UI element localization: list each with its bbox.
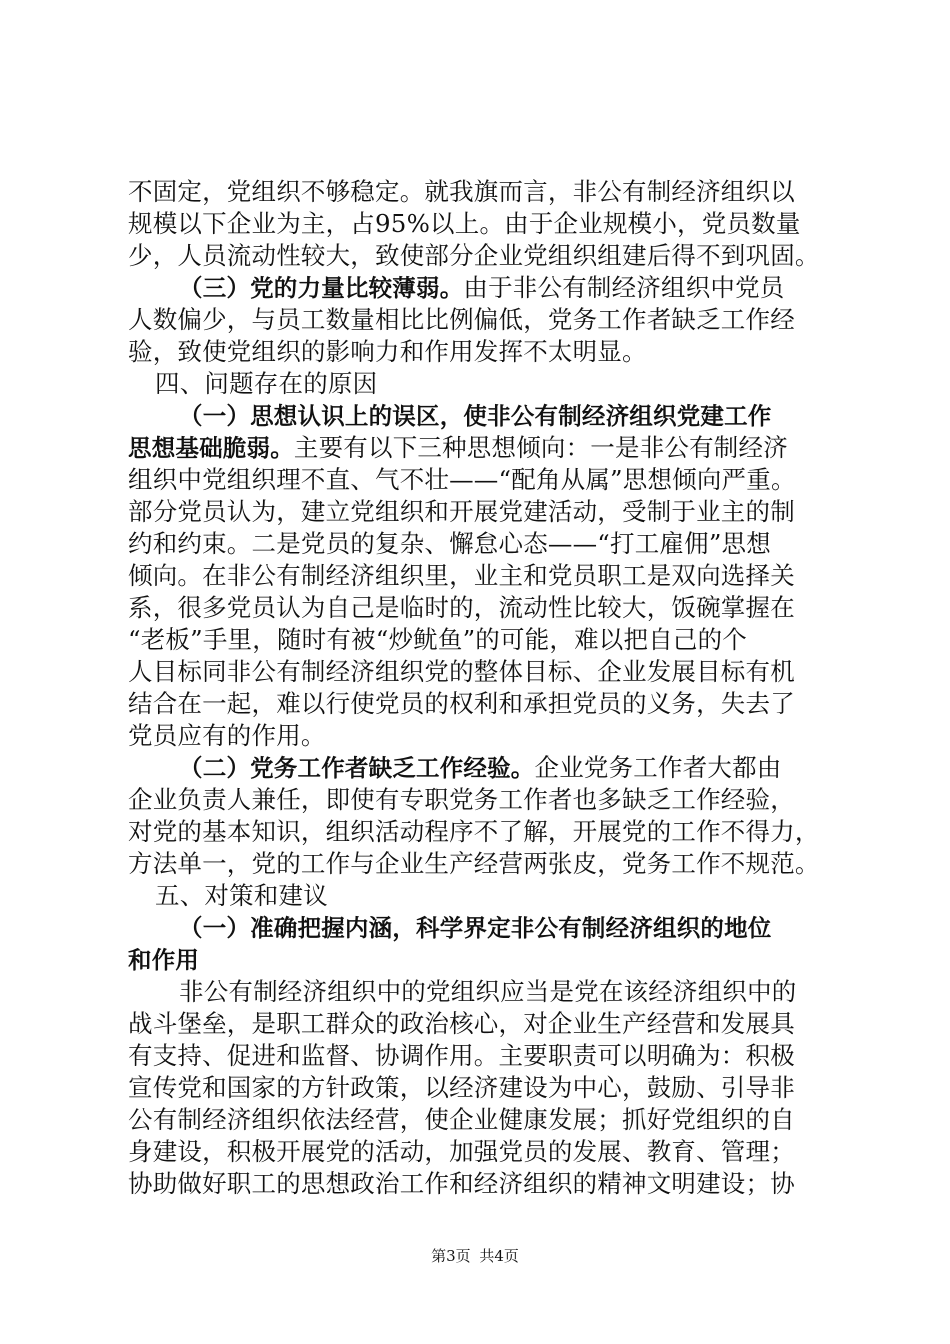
body-text: 规模以下企业为主，占95%以上。由于企业规模小，党员数量 bbox=[128, 209, 801, 238]
body-text: 部分党员认为，建立党组织和开展党建活动，受制于业主的制 bbox=[128, 497, 795, 526]
body-text: 企业负责人兼任，即使有专职党务工作者也多缺乏工作经验， bbox=[128, 785, 795, 814]
text-line bbox=[128, 656, 833, 688]
body-text: 人数偏少，与员工数量相比比例偏低，党务工作者缺乏工作经 bbox=[128, 305, 795, 334]
body-text: 企业党务工作者大都由 bbox=[534, 753, 782, 782]
text-line bbox=[128, 304, 833, 336]
text-line bbox=[128, 880, 833, 912]
bold-heading-text: （一）准确把握内涵，科学界定非公有制经济组织的地位 bbox=[179, 914, 772, 942]
text-line bbox=[128, 240, 833, 272]
body-text: 非公有制经济组织中的党组织应当是党在该经济组织中的 bbox=[179, 977, 797, 1006]
page-footer bbox=[0, 1246, 950, 1266]
bold-heading-text: （一）思想认识上的误区，使非公有制经济组织党建工作 bbox=[179, 402, 772, 430]
body-text: 战斗堡垒，是职工群众的政治核心，对企业生产经营和发展具 bbox=[128, 1009, 795, 1038]
body-text: 宣传党和国家的方针政策，以经济建设为中心，鼓励、引导非 bbox=[128, 1073, 795, 1102]
bold-heading-text: 和作用 bbox=[128, 946, 200, 974]
text-line bbox=[128, 592, 833, 624]
body-text: 主要有以下三种思想倾向：一是非公有制经济 bbox=[293, 433, 788, 462]
text-line bbox=[128, 432, 833, 464]
text-line bbox=[128, 1040, 833, 1072]
text-line bbox=[128, 720, 833, 752]
text-line bbox=[128, 1072, 833, 1104]
bold-heading-text: 思想基础脆弱。 bbox=[128, 434, 294, 462]
text-line bbox=[128, 848, 833, 880]
text-line bbox=[128, 688, 833, 720]
text-line bbox=[128, 816, 833, 848]
text-line bbox=[128, 1104, 833, 1136]
body-text: 系，很多党员认为自己是临时的，流动性比较大，饭碗掌握在 bbox=[128, 593, 795, 622]
body-text: 方法单一，党的工作与企业生产经营两张皮，党务工作不规范。 bbox=[128, 849, 820, 878]
text-line bbox=[128, 176, 833, 208]
text-line bbox=[128, 400, 833, 432]
bold-heading-text: （二）党务工作者缺乏工作经验。 bbox=[179, 754, 535, 782]
body-text: 党员应有的作用。 bbox=[128, 721, 326, 750]
text-line bbox=[128, 336, 833, 368]
body-text: 四、问题存在的原因 bbox=[155, 369, 378, 398]
text-line bbox=[128, 1168, 833, 1200]
body-text: 公有制经济组织依法经营，使企业健康发展；抓好党组织的自 bbox=[128, 1105, 795, 1134]
text-line bbox=[128, 496, 833, 528]
document-body bbox=[128, 176, 833, 1200]
body-text: 少，人员流动性较大，致使部分企业党组织组建后得不到巩固。 bbox=[128, 241, 820, 270]
text-line bbox=[128, 1136, 833, 1168]
text-line bbox=[128, 464, 833, 496]
body-text: 五、对策和建议 bbox=[155, 881, 328, 910]
body-text: 不固定，党组织不够稳定。就我旗而言，非公有制经济组织以 bbox=[128, 177, 795, 206]
body-text: 人目标同非公有制经济组织党的整体目标、企业发展目标有机 bbox=[128, 657, 795, 686]
text-line bbox=[128, 208, 833, 240]
body-text: 协助做好职工的思想政治工作和经济组织的精神文明建设；协 bbox=[128, 1169, 795, 1198]
text-line bbox=[128, 368, 833, 400]
text-line bbox=[128, 272, 833, 304]
text-line bbox=[128, 624, 833, 656]
text-line bbox=[128, 912, 833, 944]
text-line bbox=[128, 752, 833, 784]
body-text: 组织中党组织理不直、气不壮——“配角从属”思想倾向严重。 bbox=[128, 465, 796, 494]
text-line bbox=[128, 976, 833, 1008]
body-text: 结合在一起，难以行使党员的权利和承担党员的义务，失去了 bbox=[128, 689, 795, 718]
body-text: 由于非公有制经济组织中党员 bbox=[463, 273, 785, 302]
bold-heading-text: （三）党的力量比较薄弱。 bbox=[179, 274, 464, 302]
text-line bbox=[128, 784, 833, 816]
page-number: 第3页 bbox=[431, 1247, 471, 1265]
body-text: 身建设，积极开展党的活动，加强党员的发展、教育、管理； bbox=[128, 1137, 795, 1166]
body-text: 对党的基本知识，组织活动程序不了解，开展党的工作不得力， bbox=[128, 817, 820, 846]
text-line bbox=[128, 560, 833, 592]
page-total: 共4页 bbox=[479, 1247, 519, 1265]
body-text: 有支持、促进和监督、协调作用。主要职责可以明确为：积极 bbox=[128, 1041, 795, 1070]
body-text: 倾向。在非公有制经济组织里，业主和党员职工是双向选择关 bbox=[128, 561, 795, 590]
body-text: “老板”手里，随时有被“炒鱿鱼”的可能，难以把自己的个 bbox=[128, 625, 747, 654]
text-line bbox=[128, 528, 833, 560]
body-text: 验，致使党组织的影响力和作用发挥不太明显。 bbox=[128, 337, 647, 366]
text-line bbox=[128, 944, 833, 976]
text-line bbox=[128, 1008, 833, 1040]
body-text: 约和约束。二是党员的复杂、懈怠心态——“打工雇佣”思想 bbox=[128, 529, 771, 558]
